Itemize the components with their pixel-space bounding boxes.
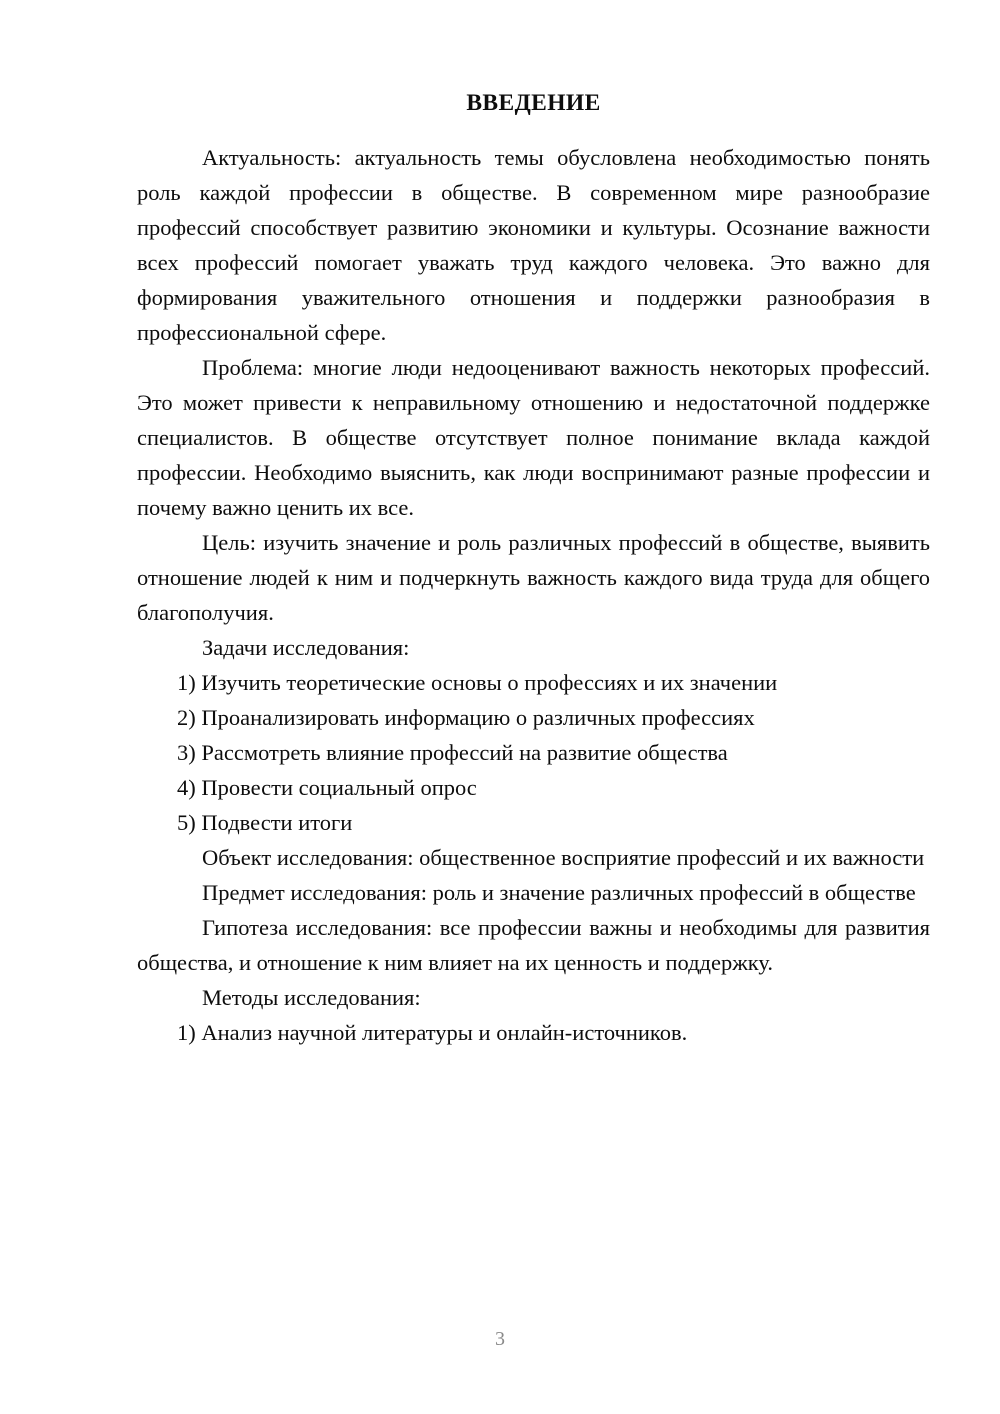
heading-research-methods: Методы исследования: — [202, 985, 421, 1010]
heading-research-tasks: Задачи исследования: — [202, 635, 410, 660]
task-item-2: 2) Проанализировать информацию о различных профессиях — [177, 705, 755, 730]
paragraph-research-subject: Предмет исследования: роль и значение различных профессий в обществе — [202, 880, 916, 905]
paragraph-research-object: Объект исследования: общественное восприятие профессий и их важности — [202, 845, 925, 870]
task-item-5: 5) Подвести итоги — [177, 810, 353, 835]
document-body — [137, 140, 930, 1050]
paragraph-hypothesis: Гипотеза исследования: все профессии важны и необходимы для развития общества, и отношение к ним влияет на их ценность и поддержку. — [137, 915, 930, 975]
page-number: 3 — [495, 1328, 505, 1350]
paragraph-relevance: Актуальность: актуальность темы обусловлена необходимостью понять роль каждой профессии в обществе. В современном мире разнообразие профессий способствует развитию экономики и культуры. Осознание важности всех профессий помогает уважать труд каждого человека. Это важно для формирования уважительного отношения и поддержки разнообразия в профессиональной сфере. — [137, 145, 930, 345]
task-item-3: 3) Рассмотреть влияние профессий на развитие общества — [177, 740, 728, 765]
page-title: ВВЕДЕНИЕ — [466, 90, 601, 116]
task-item-1: 1) Изучить теоретические основы о профессиях и их значении — [177, 670, 778, 695]
paragraph-problem: Проблема: многие люди недооценивают важность некоторых профессий. Это может привести к неправильному отношению и недостаточной поддержке специалистов. В обществе отсутствует полное понимание вклада каждой профессии. Необходимо выяснить, как люди воспринимают разные профессии и почему важно ценить их все. — [137, 355, 930, 520]
page-content — [137, 86, 930, 1050]
method-item-1: 1) Анализ научной литературы и онлайн-источников. — [177, 1020, 688, 1045]
paragraph-goal: Цель: изучить значение и роль различных профессий в обществе, выявить отношение людей к ним и подчеркнуть важность каждого вида труда для общего благополучия. — [137, 530, 930, 625]
task-item-4: 4) Провести социальный опрос — [177, 775, 477, 800]
